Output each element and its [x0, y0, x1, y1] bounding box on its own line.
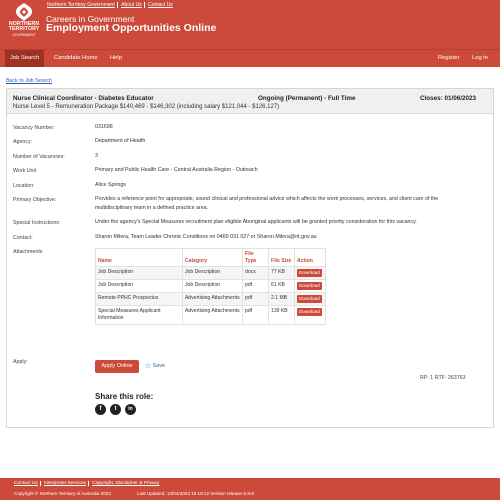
- footer-link-copyright[interactable]: Copyright, Disclaimer & Privacy: [92, 481, 160, 486]
- table-row: [96, 293, 326, 306]
- attachment-action-cell: [295, 280, 326, 293]
- work-unit-value: Primary and Public Health Care - Central Australia Region - Outreach: [95, 167, 258, 173]
- logo-emblem-icon: [12, 2, 36, 22]
- primary-objective-label: Primary Objective:: [13, 197, 57, 203]
- attachment-category: Job Description: [183, 280, 243, 293]
- top-link-about[interactable]: About Us: [119, 2, 145, 8]
- location-value: Alice Springs: [95, 182, 126, 188]
- save-label: Save: [152, 363, 165, 369]
- apply-label: Apply:: [13, 359, 28, 365]
- attachment-category: Advertising Attachments: [183, 306, 243, 325]
- job-header: [7, 89, 493, 114]
- site-subtitle: Careers in Government: [46, 14, 135, 24]
- attachment-size: 61 KB: [269, 280, 295, 293]
- number-of-vacancies-value: 3: [95, 153, 98, 159]
- attachment-name: Job Description: [96, 267, 183, 280]
- special-instructions-value: Under the agency's Special Measures recruitment plan eligible Aboriginal applicants will be granted priority consideration for this vacancy.: [95, 219, 417, 225]
- attachment-name: Remote PPHC Prospectus: [96, 293, 183, 306]
- column-header-action: Action: [295, 249, 326, 267]
- table-row: [96, 280, 326, 293]
- nav-help[interactable]: Help: [110, 55, 122, 61]
- work-unit-label: Work Unit: [13, 168, 37, 174]
- logo-text-line-2: TERRITORY: [8, 26, 40, 33]
- main-nav: [0, 49, 500, 67]
- top-link-contact[interactable]: Contact Us: [148, 2, 173, 8]
- contact-value: Sharon Milera, Team Leader Chronic Conditions on 0460 031 027 or Sharon.Milera@nt.gov.au: [95, 234, 317, 240]
- attachment-size: 2.1 MB: [269, 293, 295, 306]
- footer-last-updated: Last Updated: 13/04/2023 18:19:12 Version release-5.8-6: [137, 491, 254, 496]
- nav-job-search[interactable]: Job Search: [5, 50, 44, 67]
- nav-register[interactable]: Register: [438, 55, 460, 61]
- facebook-icon[interactable]: f: [95, 404, 106, 415]
- download-button[interactable]: Download: [299, 270, 320, 275]
- footer-link-contact[interactable]: Contact Us: [14, 481, 41, 486]
- table-row: [96, 306, 326, 325]
- linkedin-icon[interactable]: in: [125, 404, 136, 415]
- number-of-vacancies-label: Number of Vacancies:: [13, 154, 65, 160]
- primary-objective-value: Provides a reference point for appropriate, sound clinical and professional advice which affects the work processes, services, and client care of the multidisciplinary team in a defined practice area.: [95, 196, 439, 211]
- site-footer: [0, 478, 500, 500]
- special-instructions-label: Special Instructions:: [13, 220, 61, 226]
- apply-online-button[interactable]: Apply Online: [95, 360, 139, 373]
- nt-government-logo[interactable]: [3, 2, 45, 46]
- download-button[interactable]: Download: [299, 296, 320, 301]
- column-header-name: Name: [96, 249, 183, 267]
- job-detail-panel: [6, 88, 494, 428]
- job-title: Nurse Clinical Coordinator - Diabetes Educator: [13, 95, 154, 102]
- top-link-ntg[interactable]: Northern Territory Government: [47, 2, 118, 8]
- attachment-name: Special Measures Applicant Information: [96, 306, 183, 325]
- attachment-type: docx: [243, 267, 269, 280]
- table-row: [96, 267, 326, 280]
- share-title: Share this role:: [95, 392, 154, 401]
- agency-label: Agency:: [13, 139, 33, 145]
- reference-numbers: RP: 1 RTF: 263763: [420, 375, 466, 381]
- location-label: Location:: [13, 183, 35, 189]
- attachments-header-row: [96, 249, 326, 267]
- logo-text-line-3: GOVERNMENT: [12, 32, 36, 37]
- attachment-action-cell: [295, 293, 326, 306]
- nav-candidate-home[interactable]: Candidate Home: [54, 55, 98, 61]
- attachment-type: pdf: [243, 306, 269, 325]
- nav-login[interactable]: Log in: [472, 55, 488, 61]
- site-header: [0, 0, 500, 49]
- job-type: Ongoing (Permanent) - Full Time: [258, 95, 356, 102]
- footer-links: [14, 481, 161, 486]
- star-icon: ☆: [145, 363, 152, 370]
- column-header-category: Category: [183, 249, 243, 267]
- attachment-category: Advertising Attachments: [183, 293, 243, 306]
- job-closing-date: Closes: 01/06/2023: [420, 95, 477, 102]
- site-title[interactable]: Employment Opportunities Online: [46, 22, 217, 34]
- footer-copyright: Copyright © Northern Territory of Australia 2023: [14, 491, 111, 496]
- attachment-action-cell: [295, 267, 326, 280]
- attachment-name: Job Description: [96, 280, 183, 293]
- column-header-file-size: File Size: [269, 249, 295, 267]
- attachment-size: 77 KB: [269, 267, 295, 280]
- job-level: Nurse Level 5 - Remuneration Package $140,469 - $146,302 (including salary $121,044 - $126,127): [13, 104, 280, 110]
- attachments-table: [95, 248, 326, 325]
- column-header-file-type: File Type: [243, 249, 269, 267]
- twitter-icon[interactable]: t: [110, 404, 121, 415]
- save-job-button[interactable]: [145, 362, 165, 370]
- attachment-type: pdf: [243, 280, 269, 293]
- agency-value: Department of Health: [95, 138, 146, 144]
- contact-label: Contact:: [13, 235, 33, 241]
- download-button[interactable]: Download: [299, 309, 320, 314]
- attachment-type: pdf: [243, 293, 269, 306]
- attachment-action-cell: [295, 306, 326, 325]
- footer-link-interpreter[interactable]: Interpreter Services: [42, 481, 89, 486]
- attachments-label: Attachments: [13, 249, 43, 255]
- attachment-category: Job Description: [183, 267, 243, 280]
- top-links: [47, 2, 175, 8]
- vacancy-number-label: Vacancy Number:: [13, 125, 55, 131]
- logo-text-line-1: NORTHERN: [8, 21, 40, 27]
- attachment-size: 139 KB: [269, 306, 295, 325]
- back-to-job-search-link[interactable]: Back to Job Search: [6, 78, 52, 84]
- download-button[interactable]: Download: [299, 283, 320, 288]
- vacancy-number-value: 031698: [95, 124, 113, 130]
